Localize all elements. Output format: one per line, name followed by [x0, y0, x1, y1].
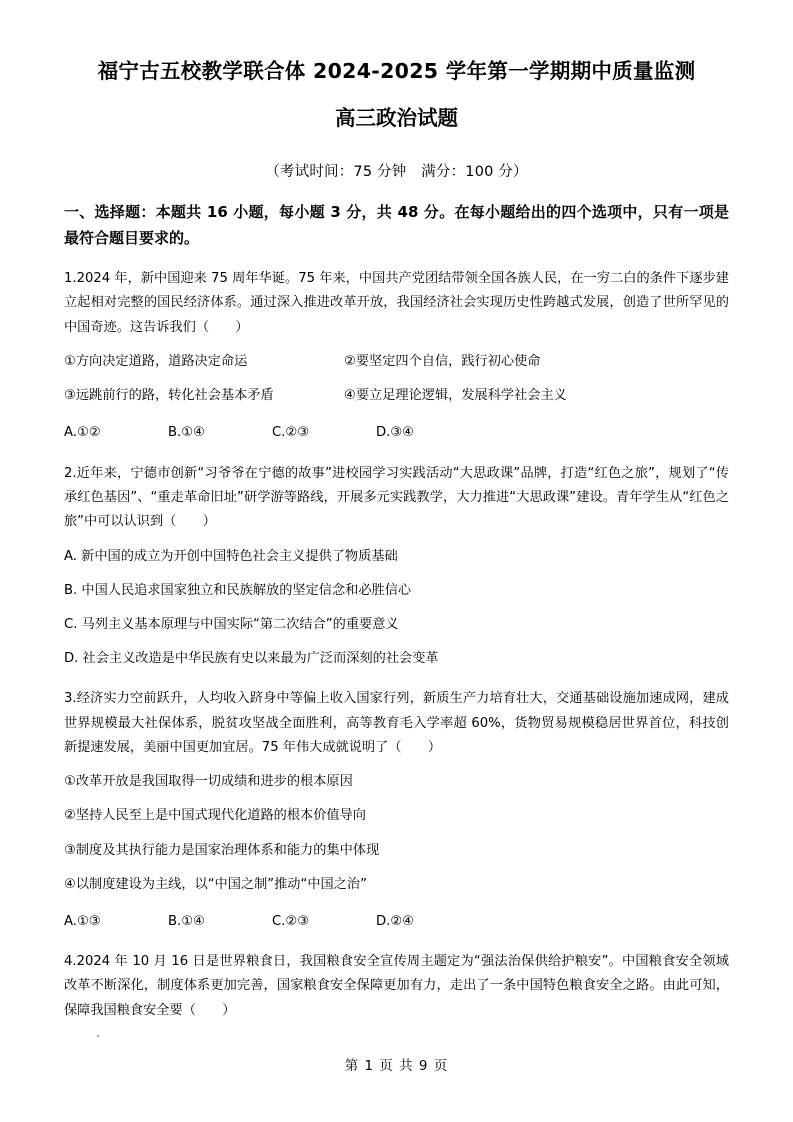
question-3-answers	[64, 909, 729, 934]
question-1-answer-c: C.②③	[272, 425, 310, 441]
exam-info: （考试时间：75 分钟 满分：100 分）	[265, 163, 528, 180]
question-1-option-1: ①方向决定道路，道路决定命运	[64, 354, 248, 370]
question-1-option-row-1	[64, 349, 729, 374]
question-1-option-2: ②要坚定四个自信，践行初心使命	[344, 354, 541, 370]
question-3-option-2: ②坚持人民至上是中国式现代化道路的根本价值导向	[64, 808, 366, 824]
question-3-stem: 3.经济实力空前跃升，人均收入跻身中等偏上收入国家行列，新质生产力培育壮大，交通基础设施加速成网，建成世界规模最大社保体系，脱贫攻坚战全面胜利，高等教育毛入学率超 60%，货物贸易规模稳居世界首位，科技创新提速发展，美丽中国更加宜居。75 年伟大成就说明了（ ）	[64, 691, 729, 755]
question-2-option-c: C. 马列主义基本原理与中国实际“第二次结合”的重要意义	[64, 616, 399, 632]
question-1-answers	[64, 420, 729, 445]
page-subtitle: 高三政治试题	[335, 105, 458, 130]
question-3-answer-d: D.②④	[376, 913, 414, 929]
question-3-answer-b: B.①④	[168, 913, 205, 929]
question-2-stem: 2.近年来，宁德市创新“习爷爷在宁德的故事”进校园学习实践活动“大思政课”品牌，打造“红色之旅”，规划了“传承红色基因”、“重走革命旧址”研学游等路线，开展多元实践教学，大力推进“大思政课”建设。青年学生从“红色之旅”中可以认识到（ ）	[64, 465, 729, 530]
question-2	[64, 462, 729, 535]
question-3-option-3: ③制度及其执行能力是国家治理体系和能力的集中体现	[64, 842, 380, 858]
question-3-answer-a: A.①③	[64, 913, 101, 929]
section-heading: 一、选择题：本题共 16 小题，每小题 3 分，共 48 分。在每小题给出的四个选项中，只有一项是最符合题目要求的。	[64, 202, 729, 247]
question-1-answer-a: A.①②	[64, 425, 101, 441]
question-1-option-3: ③远跳前行的路，转化社会基本矛盾	[64, 388, 274, 404]
question-3	[64, 687, 729, 760]
question-1-option-4: ④要立足理论逻辑，发展科学社会主义	[344, 388, 567, 404]
question-2-option-d: D. 社会主义改造是中华民族有史以来最为广泛而深刻的社会变革	[64, 651, 439, 666]
question-4	[64, 950, 729, 1023]
page-title: 福宁古五校教学联合体 2024-2025 学年第一学期期中质量监测	[97, 59, 696, 83]
question-4-stem: 4.2024 年 10 月 16 日是世界粮食日，我国粮食安全宣传周主题定为“强法治保供给护粮安”。中国粮食安全领域改革不断深化，制度体系更加完善，国家粮食安全保障更加有力，走出了一条中国特色粮食安全之路。由此可知，保障我国粮食安全要（ ）	[64, 953, 729, 1018]
question-1-answer-b: B.①④	[168, 425, 205, 441]
question-1-answer-d: D.③④	[376, 425, 414, 441]
question-2-option-a: A. 新中国的成立为开创中国特色社会主义提供了物质基础	[64, 548, 398, 564]
question-1-stem: 1.2024 年，新中国迎来 75 周年华诞。75 年来，中国共产党团结带领全国各族人民，在一穷二白的条件下逐步建立起相对完整的国民经济体系。通过深入推进改革开放，我国经济社会实现历史性跨越式发展，创造了世所罕见的中国奇迹。这告诉我们（ ）	[64, 271, 729, 335]
question-3-answer-c: C.②③	[272, 913, 310, 929]
page-footer: 第 1 页 共 9 页	[344, 1058, 449, 1074]
question-3-option-4: ④以制度建设为主线，以“中国之制”推动“中国之治”	[64, 876, 367, 892]
question-2-option-b: B. 中国人民追求国家独立和民族解放的坚定信念和必胜信心	[64, 582, 412, 598]
question-3-option-1: ①改革开放是我国取得一切成绩和进步的根本原因	[64, 774, 353, 790]
question-1-option-row-2	[64, 383, 729, 408]
question-1	[64, 267, 729, 340]
stray-mark: .	[96, 1026, 100, 1040]
